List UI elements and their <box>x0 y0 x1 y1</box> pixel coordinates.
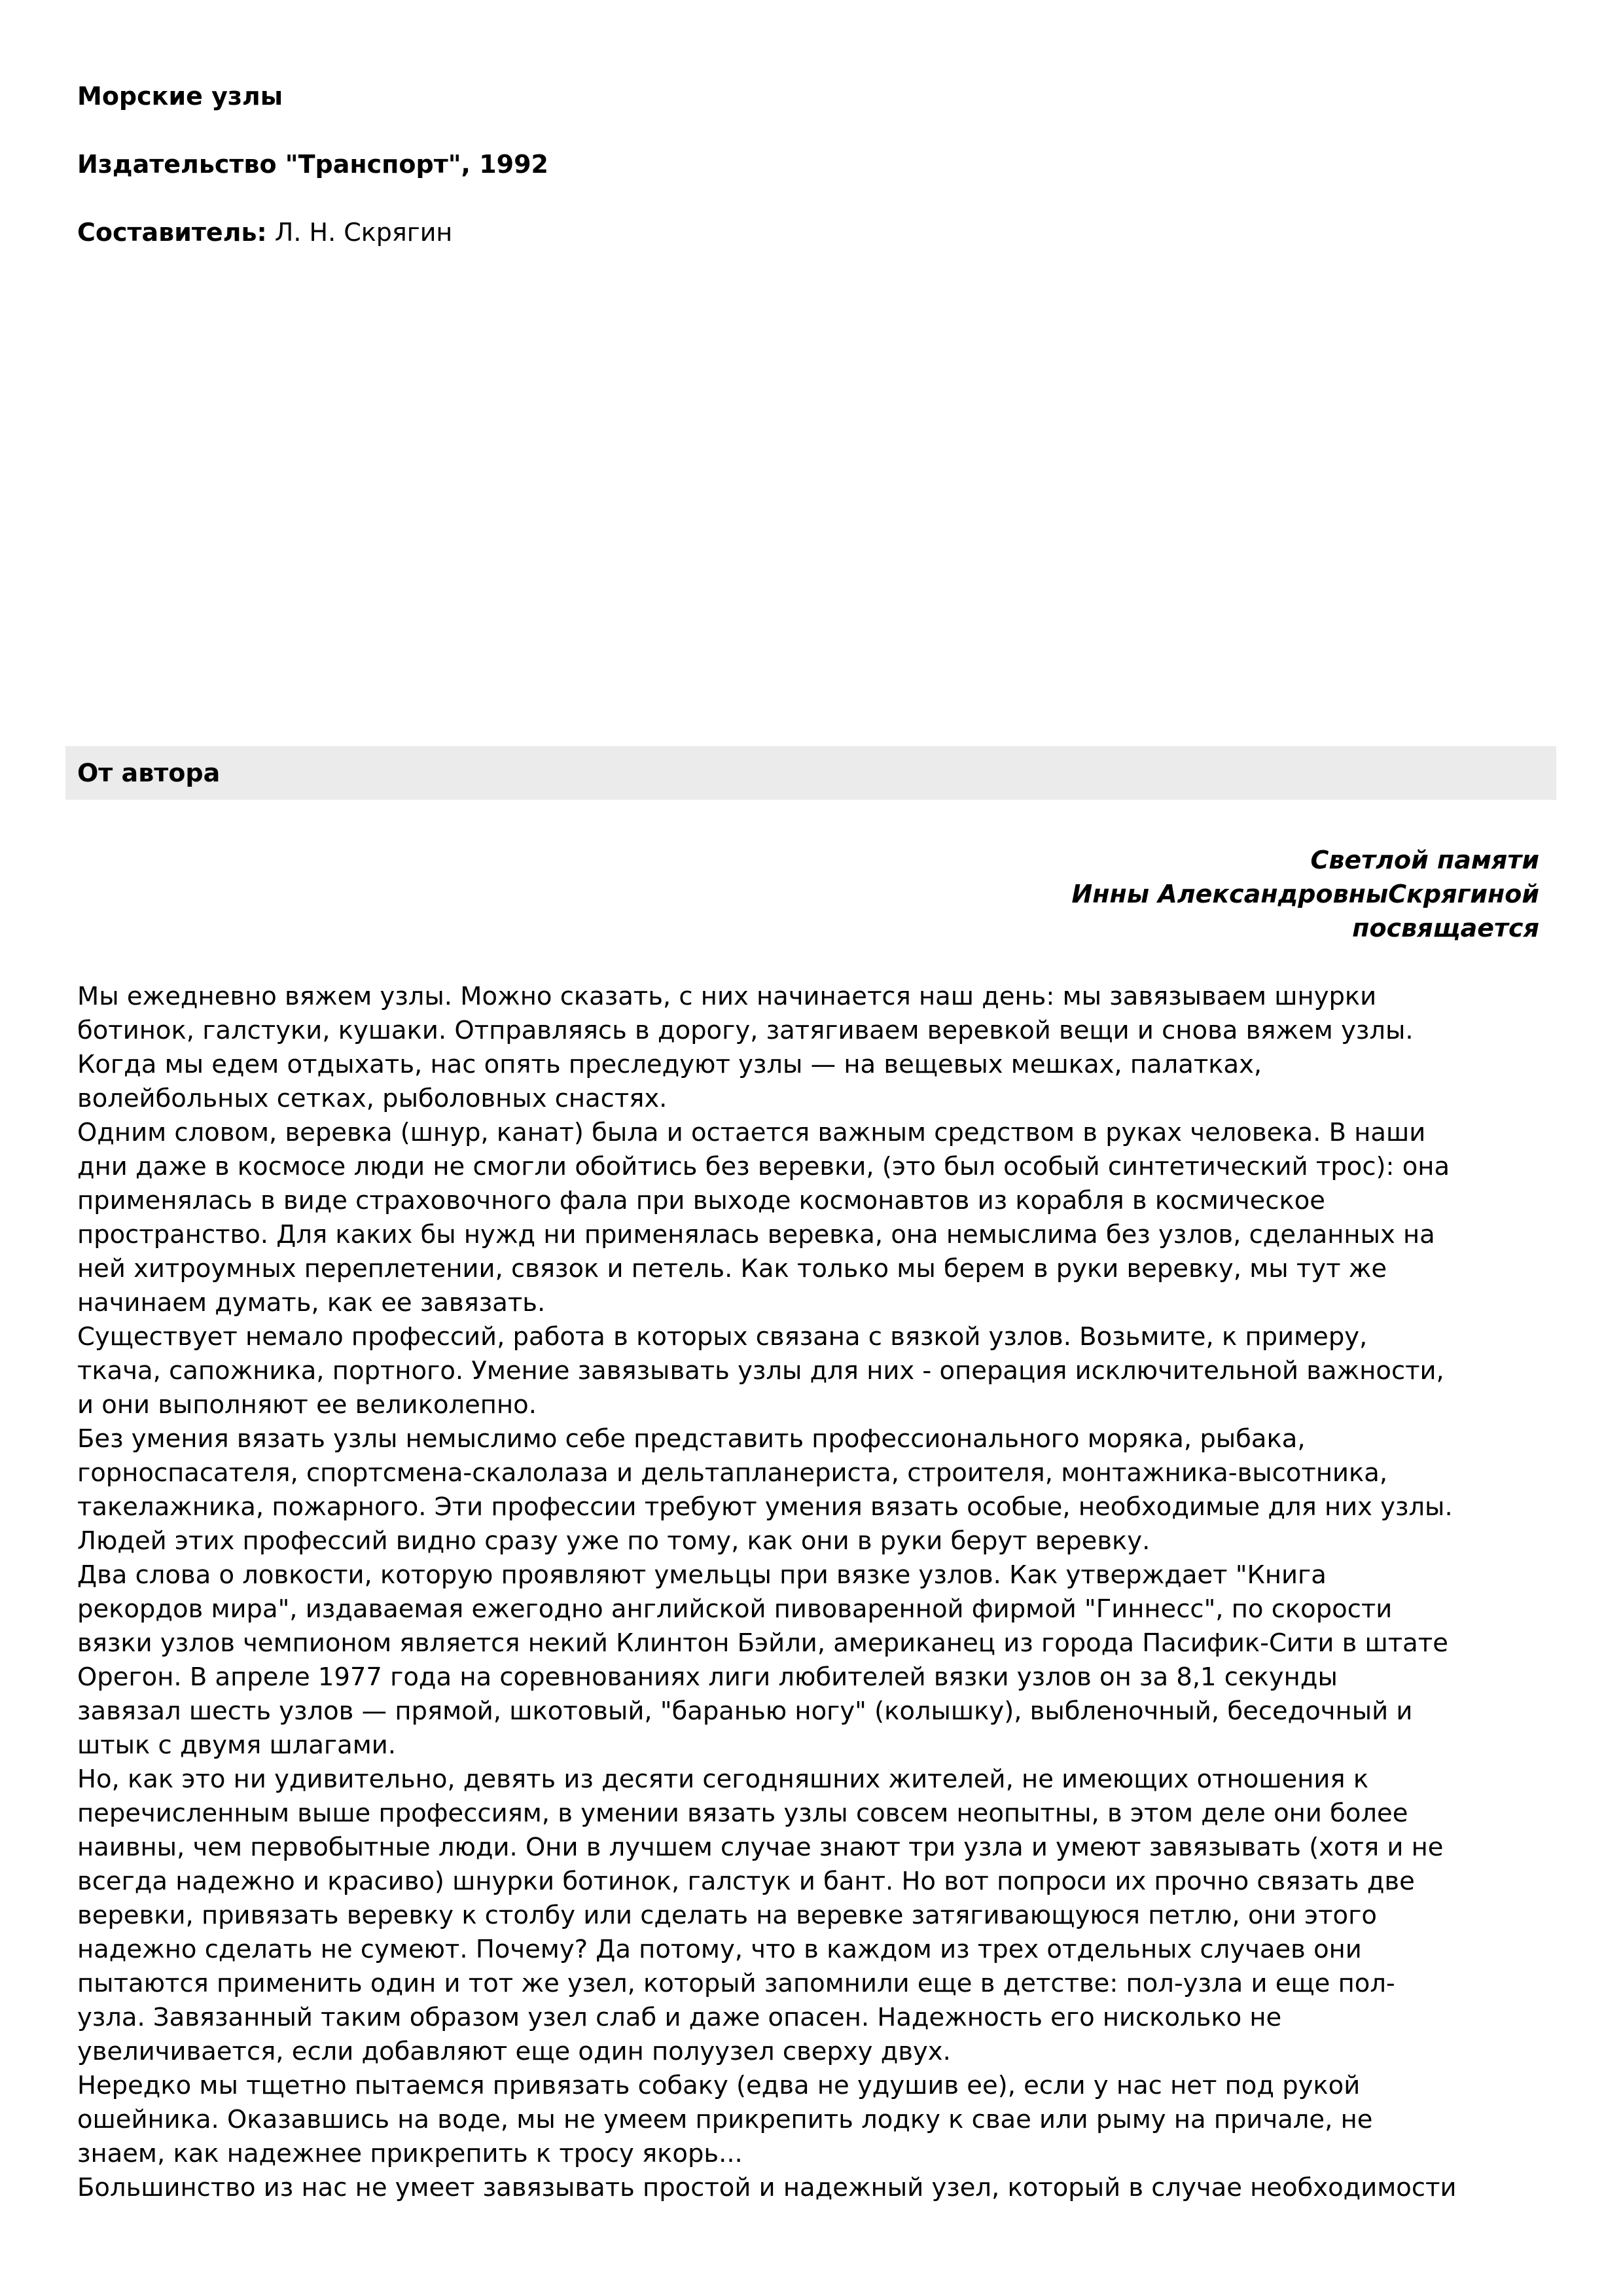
body-text-line: горноспасателя, спортсмена-скалолаза и дельтапланериста, строителя, монтажника-высотника, <box>77 1458 1388 1488</box>
body-text-line: ней хитроумных переплетении, связок и петель. Как только мы берем в руки веревку, мы тут же <box>77 1254 1387 1283</box>
body-text-line: завязал шесть узлов — прямой, шкотовый, "баранью ногу" (колышку), выбленочный, беседочный и <box>77 1696 1413 1726</box>
body-text-line: Людей этих профессий видно сразу уже по тому, как они в руки берут веревку. <box>77 1526 1150 1556</box>
body-text-line: Два слова о ловкости, которую проявляют умельцы при вязке узлов. Как утверждает "Книга <box>77 1560 1327 1590</box>
body-text-line: перечисленным выше профессиям, в умении вязать узлы совсем неопытны, в этом деле они более <box>77 1799 1408 1828</box>
body-text-line: Существует немало профессий, работа в которых связана с вязкой узлов. Возьмите, к примеру, <box>77 1322 1368 1352</box>
section-title: От автора <box>77 759 221 787</box>
body-text-line: Большинство из нас не умеет завязывать простой и надежный узел, который в случае необходимости <box>77 2173 1457 2202</box>
body-text-line: волейбольных сетках, рыболовных снастях. <box>77 1084 668 1113</box>
body-text-line: Когда мы едем отдыхать, нас опять преследуют узлы — на вещевых мешках, палатках, <box>77 1050 1262 1079</box>
body-text-line: увеличивается, если добавляют еще один полуузел сверху двух. <box>77 2037 951 2066</box>
dedication-line: посвящается <box>1352 914 1539 942</box>
body-text-line: всегда надежно и красиво) шнурки ботинок, галстук и бант. Но вот попроси их прочно связать две <box>77 1867 1415 1896</box>
body-text-line: штык с двумя шлагами. <box>77 1731 397 1760</box>
body-text-line: ботинок, галстуки, кушаки. Отправляясь в дорогу, затягиваем веревкой вещи и снова вяжем узлы. <box>77 1016 1414 1045</box>
body-text-line: пространство. Для каких бы нужд ни применялась веревка, она немыслима без узлов, сделанных на <box>77 1220 1435 1249</box>
body-text-line: такелажника, пожарного. Эти профессии требуют умения вязать особые, необходимые для них узлы. <box>77 1492 1453 1522</box>
dedication <box>1071 843 1539 945</box>
body-text-line: Мы ежедневно вяжем узлы. Можно сказать, с них начинается наш день: мы завязываем шнурки <box>77 982 1377 1011</box>
publisher-text: Издательство "Транспорт", 1992 <box>77 150 548 179</box>
body-text-line: рекордов мира", издаваемая ежегодно английской пивоваренной фирмой "Гиннесс", по скорости <box>77 1594 1393 1624</box>
body-text-line: ткача, сапожника, портного. Умение завязывать узлы для них - операция исключительной важности, <box>77 1356 1444 1386</box>
body-text-line: начинаем думать, как ее завязать. <box>77 1288 546 1318</box>
body-text-line: вязки узлов чемпионом является некий Клинтон Бэйли, американец из города Пасифик-Сити в штате <box>77 1628 1448 1658</box>
body-text-line: дни даже в космосе люди не смогли обойтись без веревки, (это был особый синтетический трос): она <box>77 1152 1450 1181</box>
body-text-line: наивны, чем первобытные люди. Они в лучшем случае знают три узла и умеют завязывать (хотя и не <box>77 1833 1444 1862</box>
publisher-line <box>77 148 548 181</box>
body-text-line: Без умения вязать узлы немыслимо себе представить профессионального моряка, рыбака, <box>77 1424 1306 1454</box>
body-text-line: применялась в виде страховочного фала при выходе космонавтов из корабля в космическое <box>77 1186 1325 1215</box>
body-text-line: Одним словом, веревка (шнур, канат) была и остается важным средством в руках человека. В наши <box>77 1118 1426 1147</box>
body-text-line: и они выполняют ее великолепно. <box>77 1390 537 1420</box>
body-text-line: Нередко мы тщетно пытаемся привязать собаку (едва не удушив ее), если у нас нет под рукой <box>77 2071 1361 2100</box>
dedication-line: Светлой памяти <box>1310 846 1539 874</box>
body-text-line: веревки, привязать веревку к столбу или сделать на веревке затягивающуюся петлю, они этого <box>77 1901 1377 1930</box>
body-text-line: знаем, как надежнее прикрепить к тросу якорь... <box>77 2139 743 2168</box>
body-text-line: Но, как это ни удивительно, девять из десяти сегодняшних жителей, не имеющих отношения к <box>77 1765 1369 1794</box>
body-text-line: Орегон. В апреле 1977 года на соревнованиях лиги любителей вязки узлов он за 8,1 секунды <box>77 1662 1338 1692</box>
book-title-text: Морские узлы <box>77 82 283 111</box>
body-text <box>77 980 1558 2205</box>
section-header-bar <box>65 746 1556 800</box>
body-text-line: ошейника. Оказавшись на воде, мы не умеем прикрепить лодку к свае или рыму на причале, не <box>77 2105 1373 2134</box>
book-title <box>77 80 283 113</box>
body-text-line: узла. Завязанный таким образом узел слаб и даже опасен. Надежность его нисколько не <box>77 2003 1282 2032</box>
body-text-line: надежно сделать не сумеют. Почему? Да потому, что в каждом из трех отдельных случаев они <box>77 1935 1362 1964</box>
compiler-line <box>77 216 452 249</box>
body-text-line: пытаются применить один и тот же узел, который запомнили еще в детстве: пол-узла и еще пол- <box>77 1969 1395 1998</box>
compiler-name: Л. Н. Скрягин <box>266 218 453 247</box>
dedication-line: Инны АлександровныСкрягиной <box>1071 880 1539 908</box>
compiler-label: Составитель: <box>77 218 267 247</box>
